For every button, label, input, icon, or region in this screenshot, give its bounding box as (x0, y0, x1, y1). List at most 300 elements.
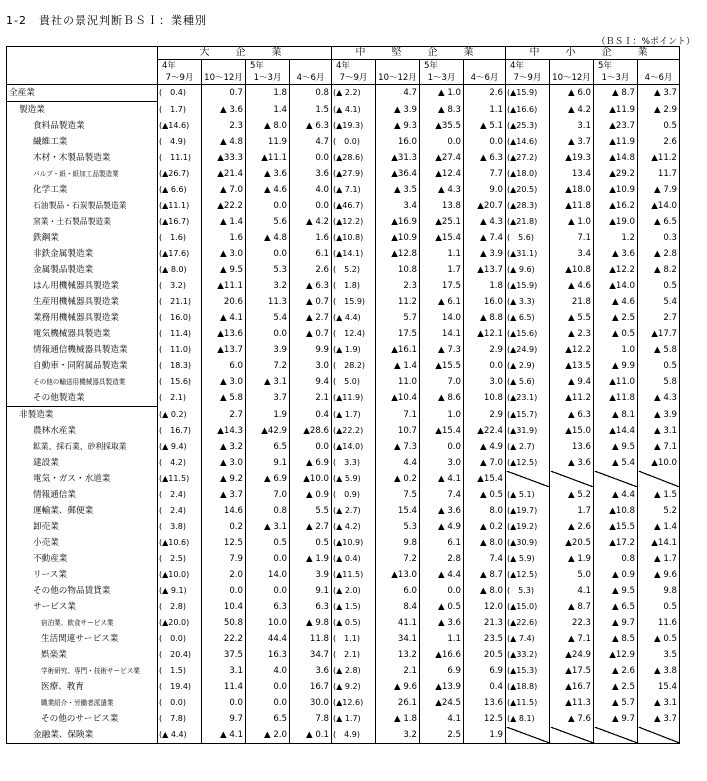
value-cell: ▲ 2.7 (290, 519, 332, 535)
value-cell: 3.9 (246, 342, 290, 358)
value-cell: ▲ 7.1 (550, 631, 594, 647)
value-cell: ▲ 3.1 (638, 423, 680, 439)
value-cell: 5.6 (246, 214, 290, 230)
value-cell: (▲14.6) (158, 118, 202, 134)
period-label: 4～6月 (464, 72, 506, 85)
value-cell: ▲ 1.4 (202, 214, 246, 230)
value-cell: (▲ 3.3) (506, 294, 550, 310)
value-cell: ▲11.8 (550, 198, 594, 214)
value-cell: 3.1 (550, 118, 594, 134)
value-cell: ▲ 4.2 (290, 214, 332, 230)
value-cell: ▲ 4.8 (246, 230, 290, 246)
row-label (7, 471, 158, 487)
value-cell: (▲ 9.1) (158, 583, 202, 599)
value-cell: 9.1 (290, 583, 332, 599)
table-row (7, 246, 680, 262)
value-cell: 21.3 (464, 615, 506, 631)
value-cell: 5.3 (246, 262, 290, 278)
value-cell: 0.4 (464, 679, 506, 695)
value-cell: (▲12.6) (332, 695, 376, 711)
row-label (7, 535, 158, 551)
value-cell: 14.0 (246, 567, 290, 583)
value-cell: 14.0 (420, 310, 464, 326)
period-label: 1～3月 (246, 72, 290, 85)
row-label (7, 390, 158, 407)
group-header-small: 中 小 企 業 (506, 47, 680, 60)
value-cell: ▲35.5 (420, 118, 464, 134)
value-cell: ▲ 1.4 (376, 358, 420, 374)
year-label: 4年 (158, 60, 202, 73)
value-cell: (▲15.9) (506, 278, 550, 294)
value-cell: ▲ 5.8 (638, 342, 680, 358)
row-label (7, 439, 158, 455)
table-row (7, 455, 680, 471)
value-cell: ( 2.1) (332, 647, 376, 663)
value-cell: 9.7 (202, 711, 246, 727)
value-cell: (▲ 1.9) (332, 342, 376, 358)
value-cell: 5.2 (638, 503, 680, 519)
table-row (7, 230, 680, 246)
value-cell: ▲ 4.8 (202, 134, 246, 150)
value-cell: ▲ 0.5 (464, 487, 506, 503)
value-cell: ▲ 0.2 (464, 519, 506, 535)
row-label (7, 150, 158, 166)
value-cell: 0.0 (246, 679, 290, 695)
value-cell: ▲ 8.3 (420, 102, 464, 119)
row-label-text: 卸売業 (33, 522, 59, 532)
value-cell: (▲ 0.5) (332, 615, 376, 631)
value-cell: (▲28.6) (332, 150, 376, 166)
value-cell: ▲ 1.5 (638, 487, 680, 503)
value-cell: 1.0 (420, 407, 464, 424)
value-cell: 2.7 (638, 310, 680, 326)
value-cell: 3.6 (290, 166, 332, 182)
value-cell: (▲15.0) (506, 599, 550, 615)
table-row (7, 663, 680, 679)
row-label-text: その他製造業 (33, 393, 85, 403)
value-cell: ▲ 6.9 (246, 471, 290, 487)
value-cell: 3.9 (290, 567, 332, 583)
value-cell: 5.0 (550, 567, 594, 583)
year-label: 5年 (420, 60, 464, 73)
value-cell: (▲19.7) (506, 503, 550, 519)
value-cell: 0.0 (246, 326, 290, 342)
value-cell: ▲ 2.7 (290, 310, 332, 326)
value-cell: ▲16.6 (420, 647, 464, 663)
value-cell: ▲ 4.1 (202, 727, 246, 744)
value-cell: ▲ 4.3 (638, 390, 680, 407)
value-cell: 0.0 (246, 246, 290, 262)
row-label (7, 358, 158, 374)
value-cell: 26.1 (376, 695, 420, 711)
value-cell: 2.1 (290, 390, 332, 407)
value-cell: 7.0 (420, 374, 464, 390)
table-row (7, 503, 680, 519)
group-header-medium: 中 堅 企 業 (332, 47, 506, 60)
year-label: 5年 (246, 60, 290, 73)
value-cell: (▲24.9) (506, 342, 550, 358)
value-cell: ▲ 2.6 (550, 519, 594, 535)
value-cell: 6.3 (246, 599, 290, 615)
value-cell: ▲ 2.0 (246, 727, 290, 744)
table-row (7, 583, 680, 599)
value-cell: ▲14.0 (594, 278, 638, 294)
value-cell: 4.7 (376, 85, 420, 102)
value-cell: ▲ 4.2 (550, 102, 594, 119)
value-cell: 0.0 (246, 583, 290, 599)
value-cell: 9.1 (246, 455, 290, 471)
value-cell: (▲20.0) (158, 615, 202, 631)
table-row (7, 423, 680, 439)
value-cell: ▲ 8.7 (550, 599, 594, 615)
value-cell: (▲23.1) (506, 390, 550, 407)
value-cell: ▲ 2.9 (638, 102, 680, 119)
value-cell: (▲ 2.9) (506, 358, 550, 374)
row-label-text: 電気機械器具製造業 (33, 329, 111, 339)
value-cell: ▲ 2.5 (594, 310, 638, 326)
table-row (7, 134, 680, 150)
value-cell: ▲ 6.3 (290, 278, 332, 294)
value-cell: 44.4 (246, 631, 290, 647)
value-cell: ▲36.4 (376, 166, 420, 182)
value-cell: ▲ 8.7 (464, 567, 506, 583)
value-cell: (▲ 7.1) (332, 182, 376, 198)
page-title: 1-2 貴社の景況判断ＢＳＩ：業種別 (6, 14, 207, 27)
value-cell: ( 19.4) (158, 679, 202, 695)
value-cell: 0.0 (202, 695, 246, 711)
row-label-text: 建設業 (33, 458, 59, 468)
value-cell: 1.9 (464, 727, 506, 744)
value-cell: ▲ 8.5 (594, 631, 638, 647)
value-cell: 5.5 (290, 503, 332, 519)
value-cell: ▲ 9.7 (594, 711, 638, 727)
value-cell: 21.8 (550, 294, 594, 310)
value-cell: ▲25.1 (420, 214, 464, 230)
row-label-text: 業務用機械器具製造業 (33, 313, 119, 323)
row-label (7, 519, 158, 535)
value-cell: 0.0 (290, 439, 332, 455)
value-cell: ▲22.4 (464, 423, 506, 439)
value-cell: ▲10.0 (290, 471, 332, 487)
value-cell: ▲20.5 (550, 535, 594, 551)
value-cell: (▲ 8.1) (506, 711, 550, 727)
value-cell: ▲ 5.2 (550, 487, 594, 503)
value-cell: (▲15.9) (506, 85, 550, 102)
row-label (7, 663, 158, 679)
value-cell: ( 0.0) (158, 695, 202, 711)
value-cell: ▲ 3.8 (638, 663, 680, 679)
value-cell: ▲20.7 (464, 198, 506, 214)
row-label (7, 599, 158, 615)
value-cell: ▲ 4.6 (246, 182, 290, 198)
value-cell: 3.7 (246, 390, 290, 407)
row-label-text: 生活関連サービス業 (41, 634, 119, 644)
value-cell: 7.0 (246, 487, 290, 503)
value-cell: (▲27.2) (506, 150, 550, 166)
value-cell: (▲19.3) (332, 118, 376, 134)
value-cell: ▲ 0.2 (376, 471, 420, 487)
value-cell: ▲14.3 (202, 423, 246, 439)
value-cell: ( 2.5) (158, 551, 202, 567)
value-cell: ▲12.1 (464, 326, 506, 342)
value-cell: 4.4 (376, 455, 420, 471)
value-cell: ▲ 3.0 (202, 374, 246, 390)
value-cell: ( 20.4) (158, 647, 202, 663)
value-cell: (▲15.6) (506, 326, 550, 342)
value-cell: 0.8 (594, 551, 638, 567)
not-applicable-cell (506, 471, 550, 487)
value-cell: ▲ 9.3 (376, 118, 420, 134)
value-cell: 12.0 (464, 599, 506, 615)
value-cell: ▲ 9.6 (376, 679, 420, 695)
value-cell: (▲31.1) (506, 246, 550, 262)
value-cell: ▲ 5.8 (202, 390, 246, 407)
value-cell: ( 0.9) (332, 487, 376, 503)
value-cell: 16.7 (290, 679, 332, 695)
value-cell: ▲ 6.5 (638, 214, 680, 230)
value-cell: 6.9 (464, 663, 506, 679)
value-cell: (▲25.3) (506, 118, 550, 134)
year-label: 4年 (332, 60, 376, 73)
year-spacer (550, 60, 594, 73)
value-cell: (▲14.0) (332, 439, 376, 455)
value-cell: 11.4 (202, 679, 246, 695)
row-label-text: 鉄鋼業 (33, 233, 59, 243)
value-cell: ▲16.1 (376, 342, 420, 358)
value-cell: (▲11.5) (332, 567, 376, 583)
year-spacer (376, 60, 420, 73)
value-cell: ▲13.5 (550, 358, 594, 374)
row-label-text: 全産業 (9, 88, 35, 98)
value-cell: 9.8 (638, 583, 680, 599)
value-cell: 0.0 (464, 134, 506, 150)
value-cell: 16.3 (246, 647, 290, 663)
value-cell: ▲10.9 (376, 230, 420, 246)
value-cell: 0.8 (246, 503, 290, 519)
value-cell: ▲14.4 (594, 423, 638, 439)
value-cell: ▲ 3.9 (638, 407, 680, 424)
row-label-text: 石油製品・石炭製品製造業 (33, 201, 127, 210)
value-cell: 2.6 (638, 134, 680, 150)
value-cell: ▲ 0.9 (290, 487, 332, 503)
value-cell: ▲ 3.6 (594, 246, 638, 262)
value-cell: 0.5 (246, 535, 290, 551)
table-row (7, 118, 680, 134)
row-label-text: はん用機械器具製造業 (33, 281, 119, 291)
value-cell: 2.1 (376, 663, 420, 679)
value-cell: ▲ 3.1 (638, 695, 680, 711)
value-cell: 20.6 (202, 294, 246, 310)
value-cell: ▲ 4.6 (550, 278, 594, 294)
value-cell: (▲ 0.4) (332, 551, 376, 567)
value-cell: ▲ 4.9 (420, 519, 464, 535)
value-cell: ▲ 1.0 (420, 85, 464, 102)
table-row (7, 85, 680, 102)
value-cell: 1.6 (202, 230, 246, 246)
table-row (7, 615, 680, 631)
value-cell: 2.3 (202, 118, 246, 134)
value-cell: ▲14.8 (594, 150, 638, 166)
value-cell: 11.8 (290, 631, 332, 647)
value-cell: 10.4 (202, 599, 246, 615)
value-cell: 0.4 (290, 407, 332, 424)
value-cell: ▲ 3.6 (246, 166, 290, 182)
not-applicable-cell (506, 727, 550, 744)
value-cell: 13.2 (376, 647, 420, 663)
value-cell: (▲17.6) (158, 246, 202, 262)
value-cell: ▲ 9.8 (290, 615, 332, 631)
value-cell: ▲ 7.6 (550, 711, 594, 727)
row-label (7, 727, 158, 744)
value-cell: ▲ 8.0 (464, 535, 506, 551)
value-cell: 3.5 (638, 647, 680, 663)
row-label (7, 583, 158, 599)
table-row (7, 535, 680, 551)
value-cell: 7.1 (376, 407, 420, 424)
value-cell: 13.6 (464, 695, 506, 711)
value-cell: 4.7 (290, 134, 332, 150)
value-cell: ▲ 1.9 (290, 551, 332, 567)
value-cell: ▲ 5.5 (550, 310, 594, 326)
value-cell: (▲ 4.1) (332, 102, 376, 119)
value-cell: ▲11.0 (594, 374, 638, 390)
value-cell: 10.8 (464, 390, 506, 407)
value-cell: ▲ 2.6 (594, 663, 638, 679)
table-row (7, 727, 680, 744)
row-label-text: リース業 (33, 570, 67, 580)
value-cell: ▲ 4.6 (594, 294, 638, 310)
value-cell: 0.0 (420, 583, 464, 599)
value-cell: ▲ 2.8 (638, 246, 680, 262)
value-cell: ▲11.2 (550, 390, 594, 407)
value-cell: ▲ 9.5 (594, 583, 638, 599)
row-label-text: 製造業 (19, 105, 45, 115)
value-cell: ( 1.7) (158, 102, 202, 119)
value-cell: ▲17.5 (550, 663, 594, 679)
table-row (7, 294, 680, 310)
value-cell: ▲ 5.1 (464, 118, 506, 134)
value-cell: ▲ 9.6 (638, 567, 680, 583)
row-label-text: 宿泊業、飲食サービス業 (41, 619, 114, 627)
value-cell: 6.5 (246, 439, 290, 455)
value-cell: 22.3 (550, 615, 594, 631)
value-cell: 7.9 (202, 551, 246, 567)
value-cell: 0.5 (638, 599, 680, 615)
value-cell: ( 12.4) (332, 326, 376, 342)
table-row (7, 695, 680, 711)
value-cell: (▲30.9) (506, 535, 550, 551)
row-label-text: 鉱業、採石業、砂利採取業 (33, 442, 127, 451)
value-cell: ( 3.8) (158, 519, 202, 535)
value-cell: ▲ 7.0 (464, 455, 506, 471)
value-cell: ▲ 7.3 (420, 342, 464, 358)
value-cell: ▲ 4.4 (594, 487, 638, 503)
value-cell: 8.0 (464, 503, 506, 519)
row-label (7, 631, 158, 647)
not-applicable-cell (594, 727, 638, 744)
table-row (7, 647, 680, 663)
row-label-text: その他の輸送用機械器具製造業 (33, 378, 126, 386)
row-label-text: 金属製品製造業 (33, 265, 94, 275)
value-cell: ( 3.3) (332, 455, 376, 471)
value-cell: ▲ 6.0 (550, 85, 594, 102)
value-cell: 2.8 (420, 551, 464, 567)
value-cell: ▲ 9.5 (594, 439, 638, 455)
value-cell: ▲15.4 (464, 471, 506, 487)
value-cell: ▲10.4 (376, 390, 420, 407)
value-cell: ▲13.7 (464, 262, 506, 278)
value-cell: ▲24.9 (550, 647, 594, 663)
value-cell: 14.1 (420, 326, 464, 342)
value-cell: ▲16.9 (376, 214, 420, 230)
period-label: 10～12月 (202, 72, 246, 85)
value-cell: (▲16.6) (506, 102, 550, 119)
period-label: 10～12月 (550, 72, 594, 85)
year-spacer (464, 60, 506, 73)
row-label (7, 407, 158, 424)
value-cell: 1.1 (420, 631, 464, 647)
value-cell: ▲ 1.0 (550, 214, 594, 230)
table-row (7, 679, 680, 695)
value-cell: ▲ 2.3 (550, 326, 594, 342)
value-cell: 7.1 (550, 230, 594, 246)
value-cell: ▲18.0 (550, 182, 594, 198)
value-cell: 3.1 (202, 663, 246, 679)
unit-label: （ＢＳＩ：%ポイント） (596, 37, 695, 47)
table-row (7, 551, 680, 567)
value-cell: ▲ 3.2 (202, 439, 246, 455)
value-cell: (▲10.9) (332, 535, 376, 551)
row-label-text: 繊維工業 (33, 137, 68, 147)
value-cell: 9.9 (290, 342, 332, 358)
value-cell: ( 1.6) (158, 230, 202, 246)
value-cell: 10.7 (376, 423, 420, 439)
row-label-text: 情報通信業 (33, 490, 76, 500)
row-label (7, 487, 158, 503)
value-cell: 1.1 (464, 102, 506, 119)
value-cell: 1.5 (290, 102, 332, 119)
table-row (7, 471, 680, 487)
value-cell: (▲ 4.2) (332, 519, 376, 535)
row-label (7, 615, 158, 631)
value-cell: (▲ 9.4) (158, 439, 202, 455)
value-cell: 0.5 (638, 358, 680, 374)
value-cell: 16.0 (376, 134, 420, 150)
value-cell: 7.7 (464, 166, 506, 182)
value-cell: ▲16.7 (550, 679, 594, 695)
value-cell: (▲10.6) (158, 535, 202, 551)
value-cell: 2.0 (202, 567, 246, 583)
value-cell: 3.2 (246, 278, 290, 294)
row-label-text: 食料品製造業 (33, 121, 85, 131)
not-applicable-cell (550, 727, 594, 744)
value-cell: (▲ 0.2) (158, 407, 202, 424)
row-label (7, 198, 158, 214)
row-label-text: 学術研究、専門・技術サービス業 (41, 667, 140, 675)
value-cell: (▲14.1) (332, 246, 376, 262)
value-cell: 12.5 (202, 535, 246, 551)
value-cell: ▲ 4.3 (464, 214, 506, 230)
value-cell: (▲ 1.5) (332, 599, 376, 615)
row-label (7, 695, 158, 711)
value-cell: 0.3 (638, 230, 680, 246)
value-cell: (▲ 4.4) (158, 727, 202, 744)
value-cell: ▲ 7.0 (202, 182, 246, 198)
value-cell: ( 28.2) (332, 358, 376, 374)
value-cell: ▲27.4 (420, 150, 464, 166)
value-cell: ▲11.3 (550, 695, 594, 711)
value-cell: ▲ 3.7 (638, 85, 680, 102)
